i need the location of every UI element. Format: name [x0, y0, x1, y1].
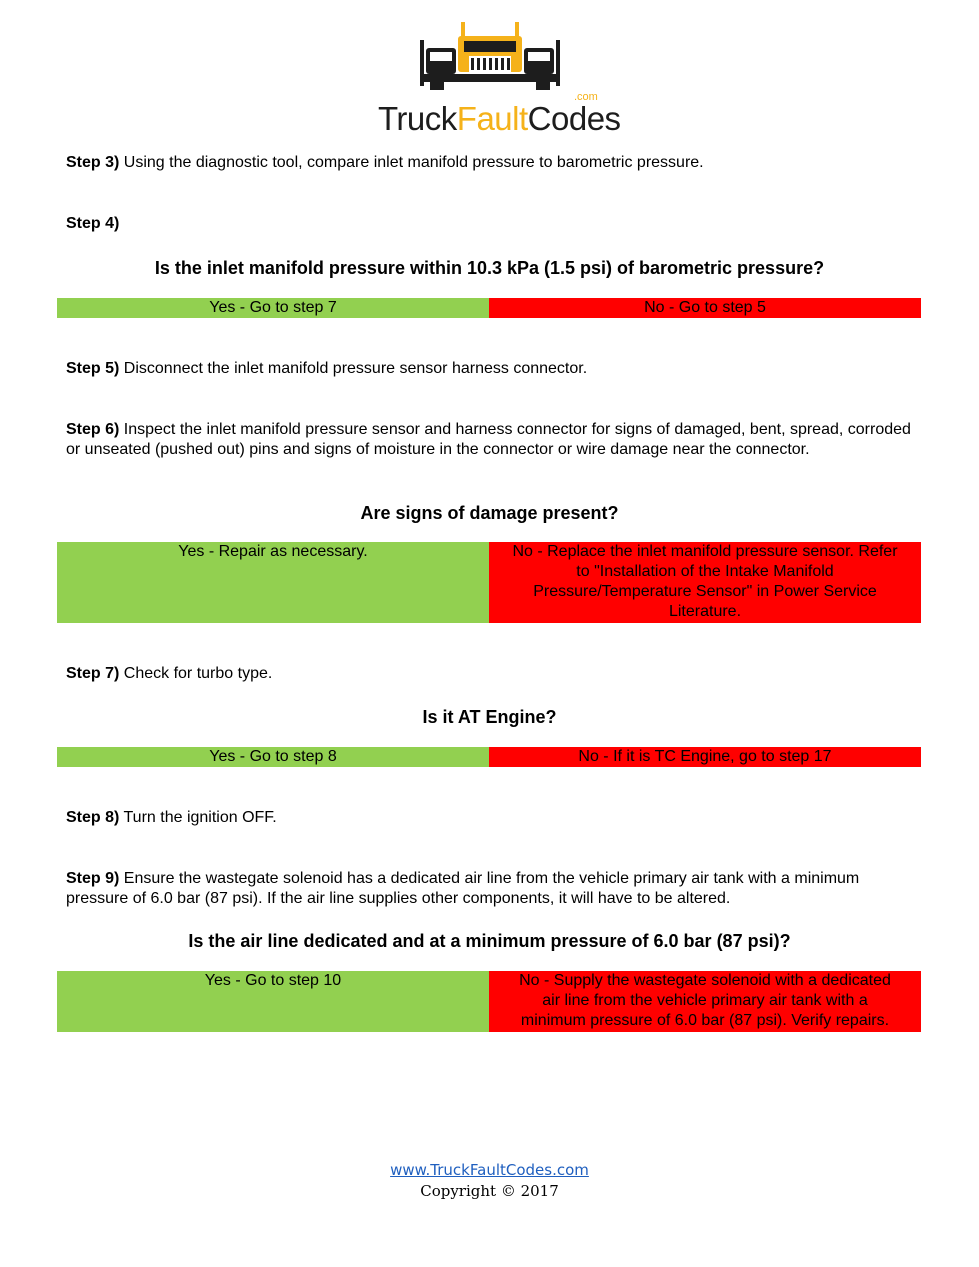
- logo-dotcom: .com: [574, 91, 598, 103]
- step-4: [66, 214, 916, 234]
- answer-bar-2: [57, 542, 921, 623]
- answer-yes: Yes - Go to step 7: [57, 298, 489, 318]
- step-label: Step 9): [66, 870, 120, 887]
- step-text: Ensure the wastegate solenoid has a dedicated air line from the vehicle primary air tank with a minimum pressure of 6.0 bar (87 psi). If the air line supplies other components, it will have to be altered.: [66, 870, 860, 907]
- truck-icon: [414, 18, 566, 90]
- question-2: Are signs of damage present?: [360, 503, 619, 523]
- step-9: [66, 869, 916, 909]
- step-label: Step 4): [66, 215, 120, 232]
- answer-yes: Yes - Go to step 8: [57, 747, 489, 767]
- answer-bar-3: [57, 747, 921, 767]
- question-3: Is it AT Engine?: [422, 707, 557, 727]
- step-label: Step 6): [66, 421, 120, 438]
- answer-no: No - Go to step 5: [489, 298, 921, 318]
- answer-yes: Yes - Go to step 10: [57, 971, 489, 1032]
- answer-yes: Yes - Repair as necessary.: [57, 542, 489, 623]
- logo-wordmark: TruckFaultCodes: [378, 100, 621, 137]
- step-text: Turn the ignition OFF.: [119, 809, 277, 826]
- answer-bar-1: [57, 298, 921, 318]
- site-logo: [378, 18, 621, 137]
- step-5: [66, 359, 916, 379]
- question-1: Is the inlet manifold pressure within 10.3 kPa (1.5 psi) of barometric pressure?: [154, 258, 825, 278]
- step-label: Step 7): [66, 665, 120, 682]
- step-label: Step 8): [66, 809, 120, 826]
- footer-website-link[interactable]: www.TruckFaultCodes.com: [390, 1161, 589, 1179]
- footer-copyright: Copyright © 2017: [420, 1182, 559, 1200]
- answer-bar-4: [57, 971, 921, 1032]
- answer-no: No - Replace the inlet manifold pressure sensor. Refer to "Installation of the Intake Manifold Pressure/Temperature Sensor" in Power Service Literature.: [489, 542, 921, 623]
- question-4: Is the air line dedicated and at a minimum pressure of 6.0 bar (87 psi)?: [188, 931, 791, 951]
- step-text: Disconnect the inlet manifold pressure sensor harness connector.: [119, 360, 588, 377]
- answer-no: No - Supply the wastegate solenoid with a dedicated air line from the vehicle primary air tank with a minimum pressure of 6.0 bar (87 psi). Verify repairs.: [489, 971, 921, 1032]
- step-7: [66, 664, 916, 684]
- step-8: [66, 808, 916, 828]
- step-3: [66, 153, 916, 173]
- step-text: Using the diagnostic tool, compare inlet manifold pressure to barometric pressure.: [119, 154, 704, 171]
- step-text: Inspect the inlet manifold pressure sensor and harness connector for signs of damaged, bent, spread, corroded or unseated (pushed out) pins and signs of moisture in the connector or wire damage near the connector.: [66, 421, 911, 458]
- step-label: Step 3): [66, 154, 120, 171]
- step-text: Check for turbo type.: [119, 665, 273, 682]
- step-label: Step 5): [66, 360, 120, 377]
- step-6: [66, 420, 916, 460]
- answer-no: No - If it is TC Engine, go to step 17: [489, 747, 921, 767]
